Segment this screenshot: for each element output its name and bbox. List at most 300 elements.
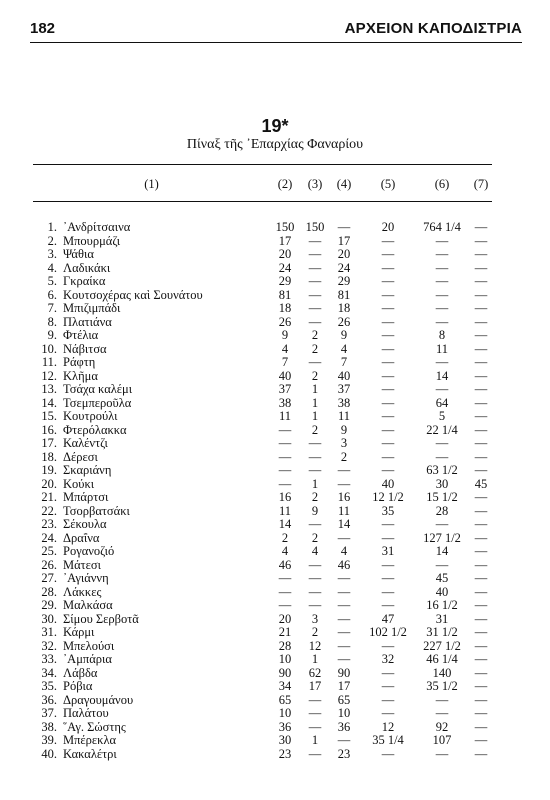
col3-value: 4 [311,544,319,558]
col6-value: 16 1/2 [426,598,458,612]
col7-value: — [474,341,488,356]
col3-value: — [308,449,322,464]
col3-value: — [308,706,322,720]
col7-value: — [474,638,488,653]
village-name: Κάρμι [63,625,95,639]
village-name: Γκραίκα [63,274,106,288]
col6-value: 5 [438,409,446,423]
col5-value: — [381,463,395,477]
row-number: 12. [41,368,57,383]
col7-value: — [474,706,488,720]
col7-value: — [474,665,488,680]
col2-value: 40 [278,368,292,383]
col7-value: — [474,625,488,639]
col7-value: — [474,557,488,572]
col4-value: 18 [337,301,351,315]
col6-value: — [435,557,449,572]
village-name: Τσεμπεροῦλα [63,395,132,410]
table-row [33,707,496,721]
col4-value: 29 [337,274,351,288]
col7-value: — [474,247,488,261]
col5-value: 12 [381,719,395,734]
table-row [33,451,496,465]
col4-value: 9 [340,422,348,437]
col3-value: — [308,517,322,531]
col7-value: — [474,503,488,518]
col4-value: 7 [340,355,348,369]
col5-value: — [381,395,395,410]
village-name: ᾿Αγιάννη [63,571,109,585]
village-name: ᾿Ανδρίτσαινα [63,220,131,234]
col4-value: 17 [337,233,351,248]
row-number: 30. [41,611,57,626]
col6-value: — [435,706,449,720]
col3-value: 2 [311,530,319,545]
row-number: 16. [41,422,57,437]
col6-value: 227 1/2 [423,638,461,653]
col2-value: 90 [278,665,292,680]
col6-value: 15 1/2 [426,490,458,504]
col6-value: — [435,382,449,396]
col2-value: 11 [278,409,292,423]
col5-value: — [381,598,395,612]
col3-value: 9 [311,503,319,518]
row-number: 33. [41,652,57,666]
col6-value: 107 [432,733,452,747]
table-row [33,694,496,708]
row-number: 32. [41,638,57,653]
table-row [33,680,496,694]
village-name: Κουτρούλι [63,409,118,423]
col5-value: — [381,341,395,356]
village-name: Μπέρεκλα [63,733,117,747]
col2-value: 150 [275,220,295,234]
col6-value: 63 1/2 [426,463,458,477]
col7-value: — [474,409,488,423]
col7-value: — [474,584,488,599]
col5-value: — [381,260,395,275]
col7-value: — [474,314,488,329]
col4-value: — [337,652,351,666]
col3-value: — [308,233,322,248]
col3-value: — [308,314,322,329]
col4-value: 3 [340,436,348,450]
col5-value: 20 [381,220,395,234]
col2-value: 28 [278,638,292,653]
col6-value: 11 [435,341,449,356]
village-name: Κακαλέτρι [63,746,117,761]
col5-value: 31 [381,544,395,558]
col6-value: 35 1/2 [426,679,458,693]
col4-value: 16 [337,490,351,504]
col4-value: 46 [337,557,351,572]
col3-value: — [308,557,322,572]
col7-value: — [474,355,488,369]
col5-value: — [381,665,395,680]
table-body [33,221,496,761]
col2-value: 29 [278,274,292,288]
col6-value: 764 1/4 [423,220,461,234]
row-number: 40. [41,746,57,761]
table-row [33,262,496,276]
col5-value: — [381,517,395,531]
col5-value: 35 [381,503,395,518]
col4-value: — [337,611,351,626]
col3-value: — [308,436,322,450]
col4-value: 9 [340,328,348,342]
col5-value: — [381,638,395,653]
table-row [33,748,496,762]
table-row [33,316,496,330]
col2-value: 14 [278,517,292,531]
col4-value: 65 [337,692,351,707]
village-name: Παλάτου [63,706,109,720]
row-number: 20. [41,476,57,491]
village-name: Μαλκάσα [63,598,113,612]
col6-value: — [435,692,449,707]
table-row [33,559,496,573]
col2-value: 2 [281,530,289,545]
table-row [33,626,496,640]
col6-value: 45 [435,571,449,585]
col2-value: 20 [278,247,292,261]
col3-value: 2 [311,422,319,437]
col4-value: 36 [337,719,351,734]
col3-value: — [308,355,322,369]
col6-value: — [435,436,449,450]
row-number: 14. [41,395,57,410]
col4-value: 40 [337,368,351,383]
column-header-5: (5) [380,177,396,191]
table-row [33,235,496,249]
col4-value: 81 [337,287,351,302]
col5-value: — [381,692,395,707]
col4-value: 11 [337,503,351,518]
col7-value: — [474,679,488,693]
col6-value: 14 [435,368,449,383]
col3-value: — [308,598,322,612]
col2-value: 23 [278,746,292,761]
col2-value: 16 [278,490,292,504]
col6-value: 28 [435,503,449,518]
col3-value: 2 [311,490,319,504]
village-name: Ράφτη [63,355,96,369]
col5-value: — [381,247,395,261]
col6-value: 46 1/4 [426,652,458,666]
col6-value: — [435,301,449,315]
village-name: Κουτσοχέρας καὶ Σουνάτου [63,287,203,302]
col2-value: 10 [278,706,292,720]
col3-value: — [308,301,322,315]
col4-value: — [337,638,351,653]
village-name: Καλέντζι [63,436,108,450]
col7-value: — [474,368,488,383]
col2-value: 17 [278,233,292,248]
table-row [33,653,496,667]
col7-value: — [474,611,488,626]
col5-value: 32 [381,652,395,666]
row-number: 10. [41,341,57,356]
col3-value: — [308,287,322,302]
table-row [33,613,496,627]
col7-value: — [474,449,488,464]
row-number: 13. [41,382,57,396]
village-name: Μπουρμάζι [63,233,121,248]
col3-value: — [308,463,322,477]
row-number: 27. [41,571,57,585]
col7-value: 45 [474,476,488,491]
col7-value: — [474,598,488,612]
province-table [33,175,496,761]
col5-value: — [381,436,395,450]
col4-value: — [337,571,351,585]
col5-value: — [381,287,395,302]
row-number: 24. [41,530,57,545]
village-name: Σέκουλα [63,517,107,531]
column-header-1: (1) [144,177,159,191]
table-row [33,221,496,235]
col2-value: 9 [281,328,289,342]
row-number: 6. [47,287,57,302]
row-number: 26. [41,557,57,572]
table-row [33,478,496,492]
col2-value: 46 [278,557,292,572]
village-name: Μπάρτσι [63,490,109,504]
table-row [33,356,496,370]
row-number: 8. [47,314,57,329]
col7-value: — [474,395,488,410]
col5-value: 35 1/4 [372,733,404,747]
table-row [33,491,496,505]
col3-value: 2 [311,328,319,342]
col7-value: — [474,517,488,531]
col7-value: — [474,328,488,342]
col4-value: — [337,733,351,747]
col2-value: 20 [278,611,292,626]
table-row [33,464,496,478]
village-name: Ρογανοζιό [63,544,115,558]
col5-value: — [381,584,395,599]
col7-value: — [474,719,488,734]
col6-value: — [435,247,449,261]
col5-value: — [381,382,395,396]
table-row [33,667,496,681]
row-number: 36. [41,692,57,707]
col3-value: 1 [311,476,319,491]
col2-value: — [278,422,292,437]
col4-value: 11 [337,409,351,423]
village-name: Σκαριάνη [63,463,112,477]
col4-value: — [337,476,351,491]
row-number: 29. [41,598,57,612]
row-number: 38. [41,719,57,734]
column-header-2: (2) [277,177,293,191]
running-title: ΑΡΧΕΙΟΝ ΚΑΠΟΔΙΣΤΡΙΑ [344,20,522,37]
document-title: Πίναξ τῆς ᾿Επαρχίας Φαναρίου [186,137,364,152]
col5-value: — [381,274,395,288]
col2-value: 11 [278,503,292,518]
col6-value: — [435,314,449,329]
village-name: Λαδικάκι [63,260,111,275]
table-row [33,343,496,357]
row-number: 11. [41,355,57,369]
col7-value: — [474,530,488,545]
col2-value: 10 [278,652,292,666]
col6-value: 64 [435,395,449,410]
page-header [30,20,522,42]
col3-value: — [308,247,322,261]
row-number: 39. [41,733,57,747]
col7-value: — [474,746,488,761]
col3-value: 2 [311,341,319,356]
col5-value: — [381,449,395,464]
village-name: Μπιζιμπάδι [63,301,121,315]
row-number: 31. [41,625,57,639]
col6-value: — [435,274,449,288]
table-row [33,505,496,519]
table-row [33,410,496,424]
table-row [33,545,496,559]
col7-value: — [474,692,488,707]
col2-value: 4 [281,341,289,356]
col6-value: 140 [432,665,452,680]
row-number: 21. [41,490,57,504]
village-name: Δραΐνα [63,530,100,545]
row-number: 19. [41,463,57,477]
col6-value: 30 [435,476,449,491]
table-row [33,370,496,384]
col3-value: 1 [311,395,319,410]
table-row [33,532,496,546]
col4-value: 24 [337,260,351,275]
col6-value: 31 1/2 [426,625,458,639]
village-name: Φτερόλακκα [63,422,127,437]
col2-value: 38 [278,395,292,410]
village-name: Κούκι [63,476,95,491]
col7-value: — [474,544,488,558]
column-header-4: (4) [336,177,352,191]
village-name: Δέρεσι [63,449,98,464]
col6-value: 92 [435,719,449,734]
row-number: 28. [41,584,57,599]
col4-value: 90 [337,665,351,680]
col2-value: — [278,598,292,612]
col4-value: — [337,584,351,599]
col7-value: — [474,436,488,450]
col5-value: — [381,557,395,572]
table-row [33,599,496,613]
col2-value: — [278,571,292,585]
col5-value: — [381,530,395,545]
col3-value: 62 [308,665,322,680]
column-header-6: (6) [434,177,450,191]
table-row [33,424,496,438]
table-row [33,572,496,586]
row-number: 2. [47,233,57,248]
col3-value: 2 [311,368,319,383]
col5-value: 102 1/2 [369,625,407,639]
col6-value: — [435,260,449,275]
row-number: 5. [47,274,57,288]
col4-value: 2 [340,449,348,464]
col2-value: 24 [278,260,292,275]
col5-value: 12 1/2 [372,490,404,504]
col5-value: — [381,679,395,693]
col2-value: — [278,436,292,450]
col3-value: 1 [311,733,319,747]
table-top-rule [33,164,492,165]
col7-value: — [474,490,488,504]
col7-value: — [474,233,488,248]
col6-value: 8 [438,328,446,342]
col7-value: — [474,422,488,437]
col5-value: — [381,301,395,315]
col3-value: 2 [311,625,319,639]
col5-value: 47 [381,611,395,626]
col7-value: — [474,287,488,302]
col4-value: 26 [337,314,351,329]
col6-value: 22 1/4 [426,422,458,437]
col4-value: 38 [337,395,351,410]
col3-value: 12 [308,638,322,653]
col2-value: 7 [281,355,289,369]
row-number: 37. [41,706,57,720]
col4-value: — [337,530,351,545]
col4-value: 10 [337,706,351,720]
col4-value: 17 [337,679,351,693]
col2-value: — [278,449,292,464]
col3-value: — [308,274,322,288]
row-number: 25. [41,544,57,558]
col7-value: — [474,463,488,477]
col2-value: — [278,584,292,599]
col5-value: — [381,328,395,342]
row-number: 3. [47,247,57,261]
col6-value: — [435,517,449,531]
table-row [33,734,496,748]
row-number: 18. [41,449,57,464]
col2-value: 26 [278,314,292,329]
row-number: 23. [41,517,57,531]
row-number: 35. [41,679,57,693]
col2-value: 36 [278,719,292,734]
col2-value: 81 [278,287,292,302]
col3-value: — [308,692,322,707]
col5-value: — [381,409,395,423]
village-name: Σίμου Σερβοτᾶ [63,611,139,626]
col3-value: — [308,584,322,599]
col2-value: 34 [278,679,292,693]
col6-value: 31 [435,611,449,626]
col2-value: — [278,476,292,491]
col3-value: 3 [311,611,319,626]
table-row [33,437,496,451]
col4-value: — [337,463,351,477]
col4-value: 4 [340,341,348,356]
col4-value: — [337,625,351,639]
col2-value: 65 [278,692,292,707]
col5-value: — [381,422,395,437]
column-header-row [33,175,496,193]
col6-value: — [435,449,449,464]
col5-value: — [381,571,395,585]
table-row [33,302,496,316]
col5-value: — [381,706,395,720]
col7-value: — [474,652,488,666]
col3-value: 150 [305,220,325,234]
header-spacer [33,193,496,221]
village-name: Τσορβατσάκι [63,503,130,518]
